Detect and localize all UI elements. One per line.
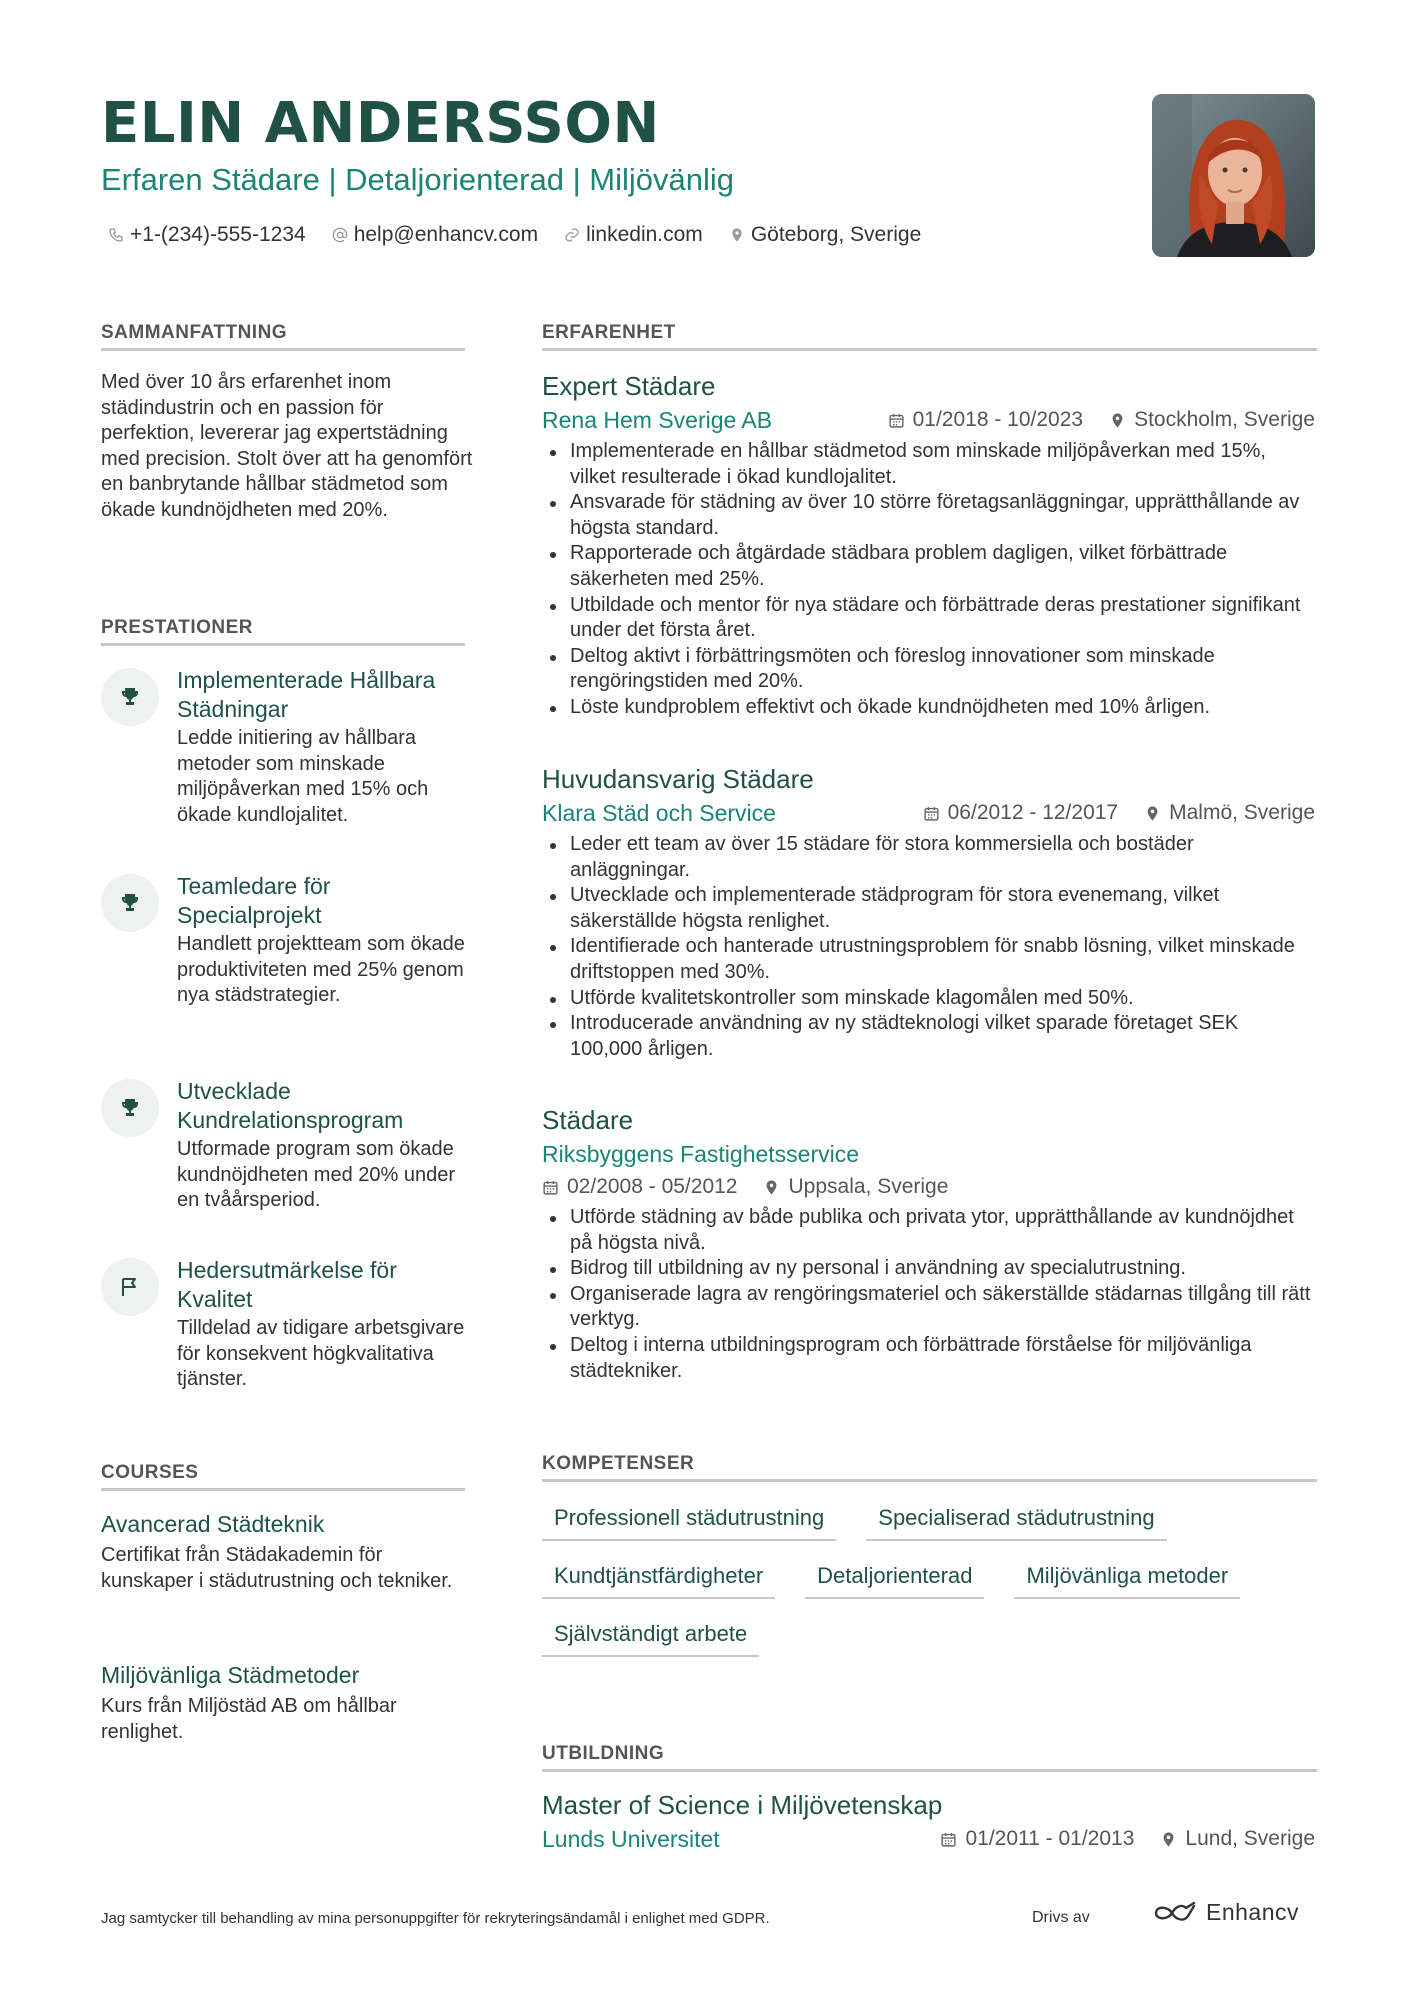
job-bullet: Utvecklade och implementerade städprogram för stora evenemang, vilket säkerställde högsta renlighet. — [542, 883, 1315, 934]
flag-icon — [101, 1258, 159, 1316]
education-divider — [542, 1769, 1317, 1772]
location-pin-icon — [763, 1179, 780, 1196]
job-company: Riksbyggens Fastighetsservice — [542, 1141, 860, 1167]
achievements-section-title: PRESTATIONER — [101, 617, 254, 638]
contact-location-text: Göteborg, Sverige — [750, 223, 922, 246]
skills-list — [542, 1497, 1322, 1671]
contact-linkedin[interactable] — [564, 223, 703, 247]
profile-photo-image — [1152, 94, 1315, 257]
achievement-title: Implementerade Hållbara Städningar — [177, 667, 436, 722]
education-meta — [940, 1822, 1315, 1856]
achievement-body — [177, 1256, 477, 1393]
job-entry — [542, 762, 1315, 1062]
education-degree: Master of Science i Miljövetenskap — [542, 1790, 943, 1820]
job-bullet: Utbildade och mentor för nya städare och förbättrade deras prestationer signifikant under det första året. — [542, 593, 1315, 644]
job-bullet: Leder ett team av över 15 städare för stora kommersiella och bostäder anläggningar. — [542, 832, 1315, 883]
education-dates — [940, 1822, 1134, 1856]
achievement-desc: Utformade program som ökade kundnöjdheten med 20% under en tvåårsperiod. — [177, 1138, 455, 1212]
trophy-icon — [101, 668, 159, 726]
job-company: Klara Städ och Service — [542, 800, 776, 826]
skills-row — [542, 1555, 1322, 1613]
job-info-row — [542, 403, 1315, 437]
skill-tag: Specialiserad städutrustning — [866, 1497, 1166, 1541]
trophy-icon — [101, 1079, 159, 1137]
job-bullets — [542, 832, 1315, 1062]
job-bullet: Implementerade en hållbar städmetod som minskade miljöpåverkan med 15%, vilket resulterade i ökad kundlojalitet. — [542, 439, 1315, 490]
job-dates — [923, 796, 1118, 830]
contact-phone — [108, 223, 306, 247]
profile-photo — [1152, 94, 1315, 257]
job-dates — [888, 403, 1083, 437]
location-pin-icon — [1144, 805, 1161, 822]
job-bullet: Rapporterade och åtgärdade städbara problem dagligen, vilket förbättrade säkerheten med 25%. — [542, 541, 1315, 592]
course-title: Avancerad Städteknik — [101, 1511, 325, 1537]
job-title: Städare — [542, 1105, 634, 1135]
achievement-desc: Handlett projektteam som ökade produktiviteten med 25% genom nya städstrategier. — [177, 933, 465, 1007]
job-title: Huvudansvarig Städare — [542, 764, 814, 794]
education-location — [1160, 1822, 1315, 1856]
education-section-title: UTBILDNING — [542, 1743, 665, 1764]
job-company: Rena Hem Sverige AB — [542, 407, 773, 433]
skills-row — [542, 1497, 1322, 1555]
calendar-icon — [542, 1179, 559, 1196]
job-dates-text: 02/2008 - 05/2012 — [567, 1175, 738, 1198]
contact-location — [729, 223, 921, 247]
education-school: Lunds Universitet — [542, 1826, 720, 1852]
achievements-divider — [101, 643, 465, 646]
calendar-icon — [923, 805, 940, 822]
contact-email[interactable] — [332, 223, 538, 247]
contact-phone-text: +1-(234)-555-1234 — [130, 223, 306, 246]
summary-text: Med över 10 års erfarenhet inom städindustrin och en passion för perfektion, levererar jag expertstädning med precision. Stolt över att ha genomfört en banbrytande hållbar städmetod som ökade kundnöjdheten med 20%. — [101, 371, 473, 521]
job-location — [763, 1171, 948, 1203]
course-item — [101, 1509, 473, 1594]
job-meta — [923, 796, 1315, 830]
job-bullet: Identifierade och hanterade utrustningsproblem för snabb lösning, vilket minskade driftstoppen med 30%. — [542, 934, 1315, 985]
achievement-body — [177, 872, 477, 1009]
job-location-text: Malmö, Sverige — [1169, 801, 1315, 824]
achievement-body — [177, 666, 477, 828]
job-bullet: Deltog i interna utbildningsprogram och förbättrade förståelse för miljövänliga städtekniker. — [542, 1333, 1315, 1384]
enhancv-logo-icon — [1152, 1900, 1198, 1926]
contact-email-text[interactable]: help@enhancv.com — [353, 223, 539, 246]
contact-bar — [108, 220, 947, 250]
skills-divider — [542, 1479, 1317, 1482]
job-dates-text: 01/2018 - 10/2023 — [912, 408, 1084, 431]
courses-divider — [101, 1488, 465, 1491]
skill-tag: Kundtjänstfärdigheter — [542, 1555, 775, 1599]
location-pin-icon — [729, 227, 745, 243]
skill-tag: Detaljorienterad — [805, 1555, 984, 1599]
achievement-desc: Ledde initiering av hållbara metoder som minskade miljöpåverkan med 15% och ökade kundlojalitet. — [177, 727, 429, 826]
achievement-title: Utvecklade Kundrelationsprogram — [177, 1078, 404, 1133]
summary-divider — [101, 348, 465, 351]
contact-linkedin-text[interactable]: linkedin.com — [586, 223, 703, 246]
achievement-body — [177, 1077, 477, 1214]
summary-section-title: SAMMANFATTNING — [101, 322, 288, 343]
education-entry — [542, 1788, 1315, 1856]
course-desc: Certifikat från Städakademin för kunskaper i städutrustning och tekniker. — [101, 1544, 453, 1592]
course-desc: Kurs från Miljöstäd AB om hållbar renlighet. — [101, 1695, 397, 1743]
job-bullets — [542, 1205, 1315, 1384]
job-bullet: Bidrog till utbildning av ny personal i användning av specialutrustning. — [542, 1256, 1315, 1282]
job-bullet: Organiserade lagra av rengöringsmateriel och säkerställde städarnas tillgång till rätt verktyg. — [542, 1282, 1315, 1333]
calendar-icon — [888, 412, 905, 429]
skill-tag: Miljövänliga metoder — [1014, 1555, 1240, 1599]
achievement-title: Teamledare för Specialprojekt — [177, 873, 331, 928]
job-title: Expert Städare — [542, 371, 716, 401]
gdpr-consent: Jag samtycker till behandling av mina personuppgifter för rekryteringsändamål i enlighet med GDPR. — [101, 1910, 770, 1927]
job-info-row — [542, 1137, 1315, 1171]
job-dates-text: 06/2012 - 12/2017 — [947, 801, 1119, 824]
job-entry — [542, 1103, 1315, 1384]
trophy-icon — [101, 874, 159, 932]
job-dates — [542, 1171, 737, 1203]
phone-icon — [108, 227, 124, 243]
job-location-text: Uppsala, Sverige — [788, 1175, 949, 1198]
location-pin-icon — [1109, 412, 1126, 429]
candidate-headline: Erfaren Städare | Detaljorienterad | Miljövänlig — [101, 162, 734, 197]
education-dates-text: 01/2011 - 01/2013 — [965, 1827, 1135, 1850]
link-icon — [564, 227, 580, 243]
skills-row — [542, 1613, 1322, 1671]
job-location — [1144, 796, 1315, 830]
candidate-name: ELIN ANDERSSON — [101, 91, 660, 156]
skill-tag: Professionell städutrustning — [542, 1497, 836, 1541]
experience-divider — [542, 348, 1317, 351]
job-entry — [542, 369, 1315, 721]
job-location-text: Stockholm, Sverige — [1134, 408, 1315, 431]
course-title: Miljövänliga Städmetoder — [101, 1662, 360, 1688]
skills-section-title: KOMPETENSER — [542, 1453, 695, 1474]
job-bullet: Utförde kvalitetskontroller som minskade klagomålen med 50%. — [542, 986, 1315, 1012]
job-info-row — [542, 796, 1315, 830]
skill-tag: Självständigt arbete — [542, 1613, 759, 1657]
achievement-title: Hedersutmärkelse för Kvalitet — [177, 1257, 397, 1312]
calendar-icon — [940, 1831, 957, 1848]
at-icon — [332, 227, 348, 243]
location-pin-icon — [1160, 1831, 1177, 1848]
courses-section-title: COURSES — [101, 1462, 199, 1483]
job-bullet: Introducerade användning av ny städteknologi vilket sparade företaget SEK 100,000 årligen. — [542, 1011, 1315, 1062]
course-item — [101, 1660, 473, 1745]
job-location — [1109, 403, 1315, 437]
job-bullets — [542, 439, 1315, 721]
education-info-row — [542, 1822, 1315, 1856]
job-meta — [888, 403, 1315, 437]
achievement-desc: Tilldelad av tidigare arbetsgivare för konsekvent högkvalitativa tjänster. — [177, 1317, 465, 1391]
job-bullet: Deltog aktivt i förbättringsmöten och föreslog innovationer som minskade rengöringstiden med 20%. — [542, 644, 1315, 695]
brand-name: Enhancv — [1206, 1899, 1300, 1925]
job-meta — [542, 1171, 1315, 1203]
powered-by-label: Drivs av — [1032, 1909, 1090, 1926]
job-bullet: Löste kundproblem effektivt och ökade kundnöjdheten med 10% årligen. — [542, 695, 1315, 721]
job-bullet: Ansvarade för städning av över 10 större företagsanläggningar, upprätthållande av högsta standard. — [542, 490, 1315, 541]
brand-logo[interactable] — [1152, 1899, 1299, 1926]
experience-section-title: ERFARENHET — [542, 322, 676, 343]
job-bullet: Utförde städning av både publika och privata ytor, upprätthållande av kundnöjdhet på högsta nivå. — [542, 1205, 1315, 1256]
education-location-text: Lund, Sverige — [1185, 1827, 1315, 1850]
